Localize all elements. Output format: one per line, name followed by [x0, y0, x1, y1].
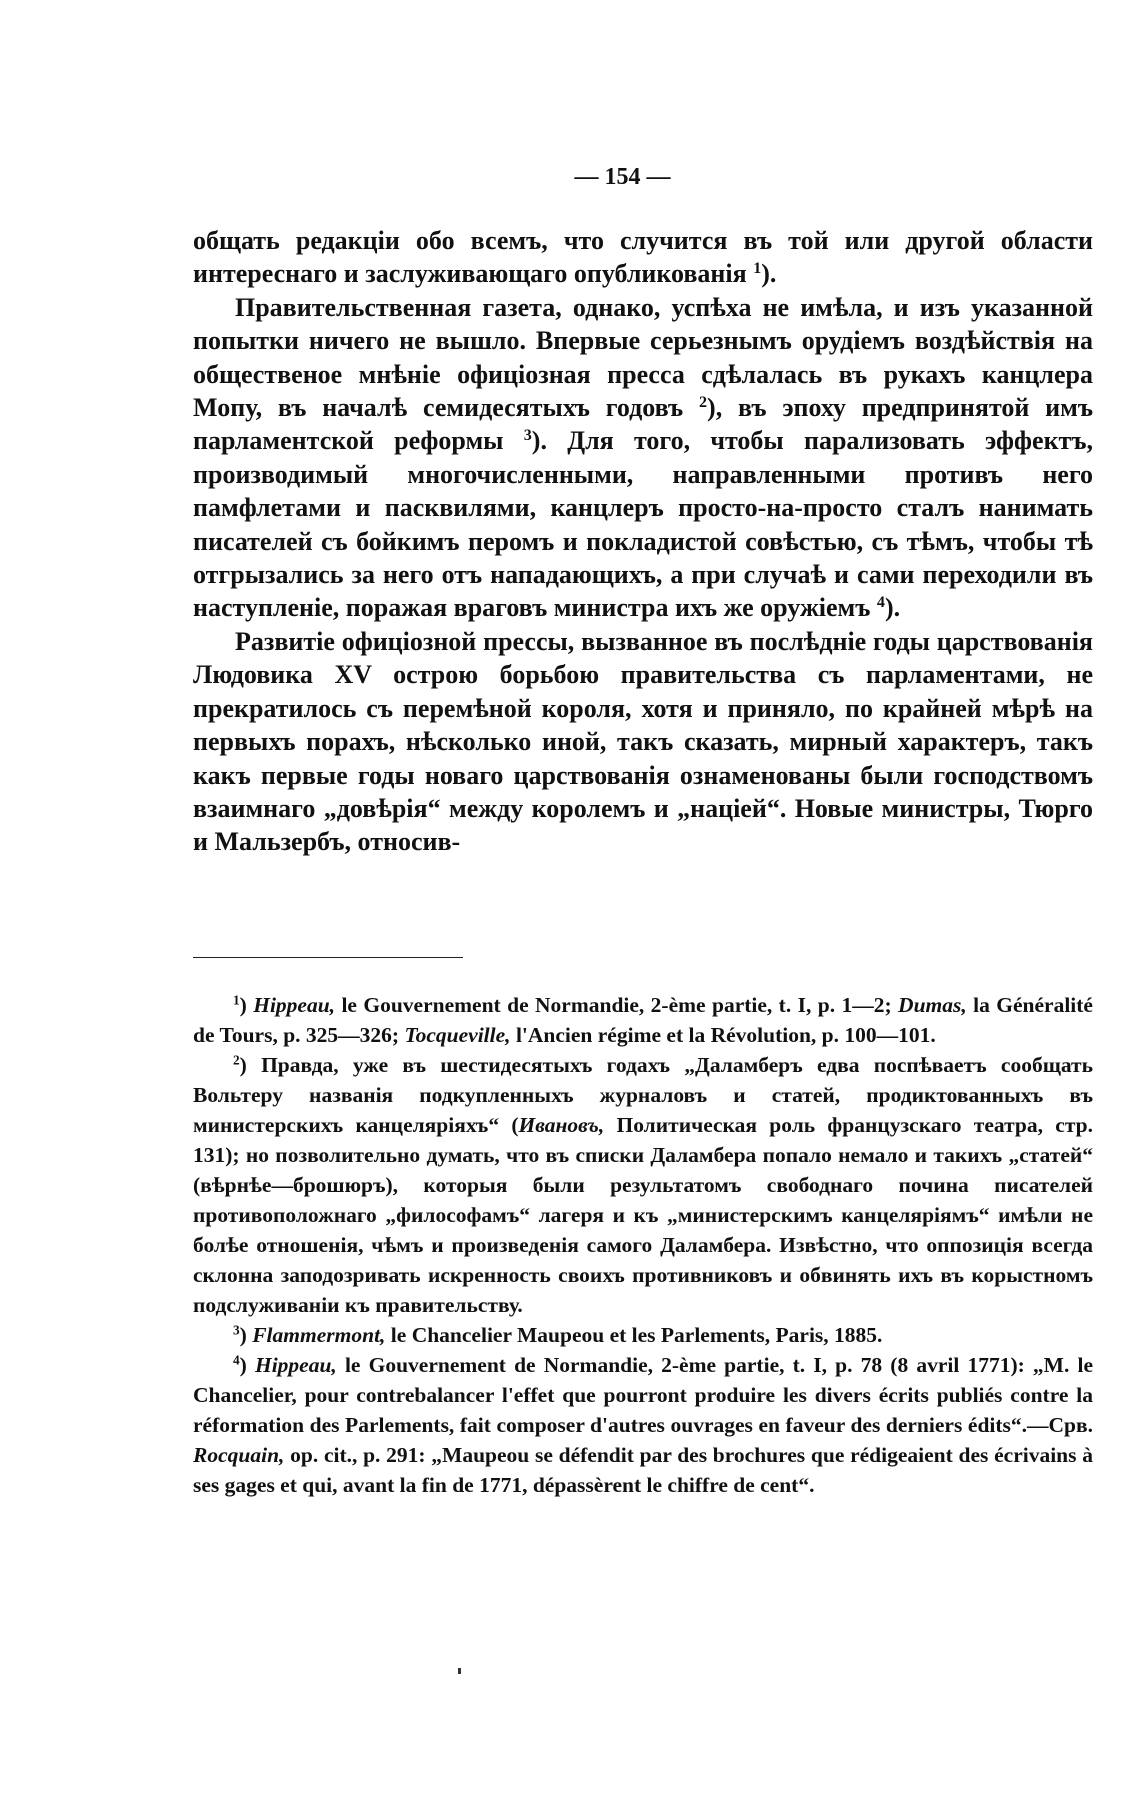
footnote-author: Hippeau, — [253, 993, 336, 1017]
footnote-author: Tocqueville, — [404, 1023, 511, 1047]
footnote-author: Rocquain, — [193, 1443, 285, 1467]
footnote-author: Flammermont, — [252, 1323, 386, 1347]
footnote-divider — [193, 957, 463, 958]
paragraph-text: Правительственная газета, однако, успѣха не имѣла, и изъ указанной попытки ничего не вышло. Впервые серьезнымъ орудіемъ воздѣйствія на общественое мнѣніе офиціозная пресса сдѣлалась въ рукахъ канцлера Мопу, въ началѣ семидесятыхъ годовъ — [193, 292, 1093, 423]
footnote-ref-3: 3 — [523, 427, 532, 445]
footnote-text: l'Ancien régime et la Révolution, p. 100—101. — [510, 1023, 936, 1047]
footnote-4: $^4$) Hippeau, le Gouvernement de Normandie, 2-ème partie, t. I, p. 78 (8 avril 1771): „M. le Chancelier, pour contrebalancer l'effet que pourront produire les divers écrits publiés contre la réformation des Parlements, fait composer d'autres ouvrages en faveur des derniers édits“.—Срв. Rocquain, op. cit., p. 291: „Maupeou se défendit par des brochures que rédigeaient des écrivains à ses gages et qui, avant la fin de 1771, dépassèrent le chiffre de cent“. — [193, 1352, 1093, 1497]
footnote-text: le Chancelier Maupeou et les Parlements, Paris, 1885. — [385, 1323, 883, 1347]
main-text — [193, 224, 1093, 859]
footnote-ref-1: 1 — [753, 260, 762, 278]
ink-speck — [458, 1668, 461, 1674]
footnotes — [193, 990, 1093, 1500]
paragraph-1 — [193, 224, 1093, 291]
page-number: — 154 — — [574, 164, 671, 190]
footnote-ref-2: 2 — [698, 394, 708, 412]
footnote-text: Правда, уже въ шестидесятыхъ годахъ „Даламберъ едва поспѣваетъ сообщать Вольтеру названія подкупленныхъ журналовъ и статей, продиктованныхъ въ министерскихъ канцеляріяхъ“ ( — [193, 1053, 1093, 1137]
footnote-text: la Généralité de Tours, p. 325—326; — [193, 993, 1093, 1047]
paragraph-text: Развитіе офиціозной прессы, вызванное въ послѣдніе годы царствованія Людовика XV острою борьбою правительства съ парламентами, не прекратилось съ перемѣной короля, хотя и приняло, по крайней мѣрѣ на первыхъ порахъ, нѣсколько иной, такъ сказать, мирный характеръ, такъ какъ первые годы новаго царствованія ознаменованы были господствомъ взаимнаго „довѣрія“ между королемъ и „націей“. Новые министры, Тюрго и Мальзербъ, относив- — [193, 626, 1093, 857]
paragraph-text: ). Для того, чтобы парализовать эффектъ, производимый многочисленными, направленными противъ него памфлетами и пасквилями, канцлеръ просто-на-просто сталъ нанимать писателей съ бойкимъ перомъ и покладистой совѣстью, съ тѣмъ, чтобы тѣ отгрызались за него отъ нападающихъ, а при случаѣ и сами переходили въ наступленіе, поражая враговъ министра ихъ же оружіемъ — [193, 426, 1093, 623]
paragraph-2 — [193, 291, 1093, 625]
paragraph-text: ), въ эпоху предпринятой имъ парламентской реформы — [193, 393, 1093, 456]
footnote-mark: 2 — [233, 1052, 240, 1068]
footnote-author: Dumas, — [898, 993, 967, 1017]
paragraph-text: ). — [761, 259, 777, 289]
footnote-text: op. cit., p. 291: „Maupeou se défendit par des brochures que rédigeaient des écrivains à ses gages et qui, avant la fin de 1771, dépassèrent le chiffre de cent“. — [193, 1443, 1093, 1497]
footnote-1: $^1$) Hippeau, le Gouvernement de Normandie, 2-ème partie, t. I, p. 1—2; Dumas, la Généralité de Tours, p. 325—326; Tocqueville, l'Ancien régime et la Révolution, p. 100—101. — [193, 992, 1093, 1047]
footnote-mark: 4 — [233, 1352, 240, 1368]
footnote-mark: 3 — [233, 1322, 240, 1338]
footnote-author: Hippeau, — [254, 1353, 337, 1377]
footnote-2: $^2$) Правда, уже въ шестидесятыхъ годахъ „Даламберъ едва поспѣваетъ сообщать Вольтеру названія подкупленныхъ журналовъ и статей, продиктованныхъ въ министерскихъ канцеляріяхъ“ (Ивановъ, Политическая роль французскаго театра, стр. 131); но позволительно думать, что въ списки Даламбера попало немало и такихъ „статей“ (вѣрнѣе—брошюръ), которыя были результатомъ свободнаго почина писателей противоположнаго „философамъ“ лагеря и къ „министерскимъ канцеляріямъ“ имѣли не болѣе отношенія, чѣмъ и произведенія самого Даламбера. Извѣстно, что оппозиція всегда склонна заподозривать искренность своихъ противниковъ и обвинять ихъ въ корыстномъ подслуживаніи къ правительству. — [193, 1052, 1093, 1317]
footnote-author: Ивановъ, — [518, 1113, 605, 1137]
footnote-mark: 1 — [233, 992, 240, 1008]
paragraph-text: общать редакціи обо всемъ, что случится въ той или другой области интереснаго и заслуживающаго опубликованія — [193, 226, 1093, 289]
footnote-text: le Gouvernement de Normandie, 2-ème partie, t. I, p. 78 (8 avril 1771): „M. le Chancelier, pour contrebalancer l'effet que pourront produire les divers écrits publiés contre la réformation des Parlements, fait composer d'autres ouvrages en faveur des derniers édits“.—Срв. — [193, 1353, 1093, 1437]
footnote-3: $^3$) Flammermont, le Chancelier Maupeou et les Parlements, Paris, 1885. — [233, 1322, 883, 1347]
footnote-text: le Gouvernement de Normandie, 2-ème partie, t. I, p. 1—2; — [335, 993, 899, 1017]
paragraph-text: ). — [884, 593, 901, 623]
footnote-text: Политическая роль французскаго театра, стр. 131); но позволительно думать, что въ списки Даламбера попало немало и такихъ „статей“ (вѣрнѣе—брошюръ), которыя были результатомъ свободнаго почина писателей противоположнаго „философамъ“ лагеря и къ „министерскимъ канцеляріямъ“ имѣли не болѣе отношенія, чѣмъ и произведенія самого Даламбера. Извѣстно, что оппозиція всегда склонна заподозривать искренность своихъ противниковъ и обвинять ихъ въ корыстномъ подслуживаніи къ правительству. — [193, 1113, 1093, 1317]
footnote-ref-4: 4 — [876, 594, 885, 612]
paragraph-3 — [193, 625, 1093, 859]
